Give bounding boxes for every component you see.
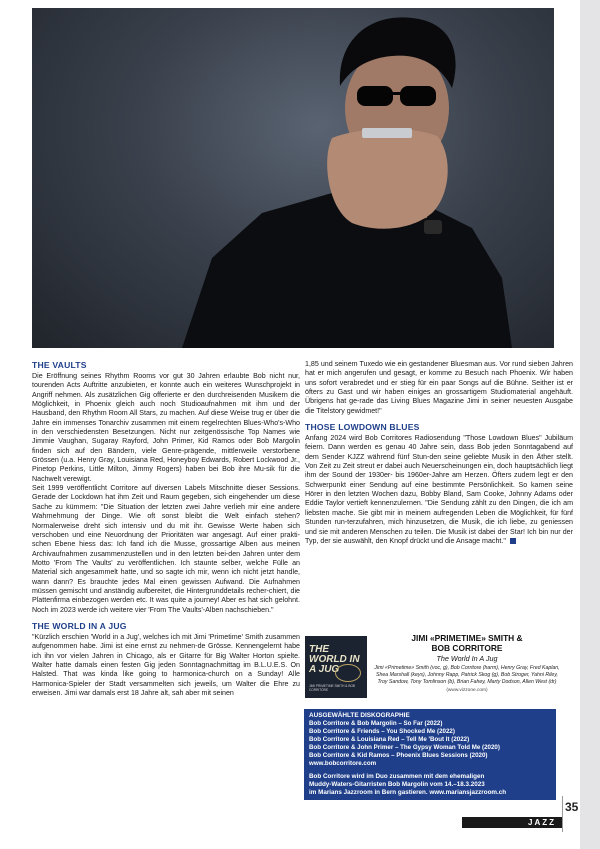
paragraph <box>305 434 573 546</box>
discography-item: Bob Corritore & John Primer – The Gypsy Woman Told Me (2020) <box>309 743 500 751</box>
paragraph-text: Anfang 2024 wird Bob Corritores Radiosendung "Those Lowdown Blues" Jubiläum feiern. Dann werden es genau 40 Jahre sein, dass Bob jeden Sonntagabend auf dem Sender KJZZ während fünf Stun-den seine geliebte Musik in den Äther stellt. Von Zeit zu Zeit streut er dabei auch Neuerscheinungen ein, doch hauptsächlich liegt ihm der Sound der 1930er- bis 1960er-Jahre am Herzen. Öfters zudem legt er den Schwerpunkt einer Sendung auf eine bestimmte Persönlichkeit. So kamen seine Hörer in den letzten Wochen dazu, Bobby Bland, Sam Cooke, Johnny Adams oder Eddie Taylor vertieft kennenzulernen. "Die Sendung zählt zu den Dingen, die ich am liebsten mache. Sie gibt mir in meinem aufregenden Leben die Möglichkeit, für fünf Stunden run-terzufahren, mich hinzusetzen, die Musik, die ich liebe, zu geniessen und sie mit anderen Menschen zu teilen. Die Musik ist dabei der Star! Ich bin nur der Typ, der sie auswählt, den Knopf drückt und die Ansage macht." <box>305 434 573 545</box>
footer-rule <box>562 796 563 832</box>
discography-box <box>304 709 556 770</box>
album-info <box>372 633 562 693</box>
duo-line: im Marians Jazzroom in Bern gastieren. www.mariansjazzroom.ch <box>309 789 507 796</box>
album-source: (www.vizzone.com) <box>446 687 488 693</box>
hands <box>327 129 448 229</box>
page-edge <box>580 0 600 849</box>
sunglasses-bridge <box>391 92 402 95</box>
right-column <box>305 360 573 546</box>
paragraph: 1,85 und seinem Tuxedo wie ein gestandener Bluesman aus. Vor rund sieben Jahren hat er mich angerufen und gesagt, er komme zu Besuch nach Phoenix. Wir haben uns sofort verabredet und er stieg für ein paar Songs auf die Bühne. Seither ist er öfters zu Gast und wir haben einiges an grossartigem Studiomaterial angehäuft. Übrigens hat ge-rade das Living Blues Magazine Jimi in seiner neuesten Ausgabe die Titelstory gewidmet!" <box>305 360 573 415</box>
duo-concert-box <box>304 770 556 800</box>
section-label: JAZZ <box>462 817 562 828</box>
discography-heading: AUSGEWÄHLTE DISKOGRAPHIE <box>309 712 410 719</box>
photo-illustration <box>32 8 554 348</box>
album-title: The World In A Jug <box>436 654 498 663</box>
album-artist-line1: JIMI «PRIMETIME» SMITH & <box>411 633 523 643</box>
harmonica <box>362 128 412 138</box>
watch <box>424 220 442 234</box>
album-credits: Jimi «Primetime» Smith (voc, g), Bob Corritore (harm), Henry Gray, Fred Kaplan, Shea Marshall (keys), Johnny Rapp, Patrick Skog (g), Bob Stroger, Yahni Riley, Troy Sandow, Tony Tomlinson (b), Brian Fahey, Marty Dodson, Allen West (dr) <box>374 665 560 686</box>
discography-website-link[interactable]: www.bobcorritore.com <box>309 759 377 767</box>
heading-those-lowdown-blues: THOSE LOWDOWN BLUES <box>305 422 420 433</box>
duo-line: Muddy-Waters-Gitarristen Bob Margolin vom 14.–18.3.2023 <box>309 781 485 788</box>
album-cover-title: THE WORLD IN A JUG <box>309 644 360 675</box>
discography-item: Bob Corritore & Bob Margolin – So Far (2022) <box>309 720 443 727</box>
album-cover-artists: JIMI PRIMETIME SMITH & BOB CORRITORE <box>309 684 356 692</box>
jug-icon <box>335 664 361 682</box>
paragraph: "Kürzlich erschien 'World in a Jug', welches ich mit Jimi 'Primetime' Smith zusammen aufgenommen habe. Jimi ist eine ernst zu nehmen-de Grösse. Kennengelernt habe ich ihn vor vielen Jahren in Chicago, als er Gitarre für Big Walter Horton spielte. Walter hatte damals einen festen Gig jeden Sonntagnachmittag im B.L.U.E.S. On Halsted. That was kinda like going to harmonica-church on a Sunday! Alle Harmonica-Spieler der Stadt versammelten sich jeweils, um Walter die Ehre zu erweisen. Jimi war damals erst 18 Jahre alt, sah aber mit seinen <box>32 632 300 697</box>
sunglasses-right-lens <box>400 86 436 106</box>
heading-world-in-a-jug: THE WORLD IN A JUG <box>32 620 127 631</box>
discography-item: Bob Corritore & Kid Ramos – Phoenix Blues Sessions (2020) <box>309 751 488 759</box>
discography-item: Bob Corritore & Friends – You Shocked Me (2022) <box>309 727 455 735</box>
album-artist-line2: BOB CORRITORE <box>431 643 503 653</box>
end-mark-icon <box>510 538 516 544</box>
paragraph: Seit 1999 veröffentlicht Corritore auf diversen Labels Mitschnitte dieser Sessions. Gerade der Lockdown hat ihm Zeit und Raum gegeben, sich eingehender um diese Sache zu kümmern: "Die Situation der letzten zwei Jahre verlieh mir eine andere Wahrnehmung der Dinge. Wie oft sonst bleibt die Welt einfach stehen? Normalerweise dreht sich intensiv und du mit ihr. Gewisse Werte haben sich verschoben und eine Neuordnung der Prioritäten war angesagt. Auf einer prakti-schen Ebene hiess das: Ich fand ich die Musse, grossartige Alben aus meinen Archivaufnahmen zusammenzustellen und in den letzten bei-den Jahren unter dem Motto 'From The Vaults' zu veröffentlichen. Ich staunte selber, welche Fülle an Material sich angesammelt hatte, und so sagte ich mir, wenn ich nicht jetzt handle, wann dann? Es brauchte jedes Mal einen gewissen Aufwand. Die Aufnahmen müssen gemischt und anständig aufbereitet, die Hintergrunddetails recher-chiert, die Plattenfirma einbezogen werden etc. It was quite a journey! Aber es hat sich gelohnt. Noch im 2023 werde ich weitere vier 'From The Vaults'-Alben nachschieben." <box>32 484 300 614</box>
album-cover <box>305 636 367 698</box>
page-number: 35 <box>565 800 579 814</box>
duo-line: Bob Corritore wird im Duo zusammen mit dem ehemaligen <box>309 773 485 780</box>
photo-harmonica-player <box>32 8 554 348</box>
paragraph: Die Eröffnung seines Rhythm Rooms vor gut 30 Jahren erlaubte Bob nicht nur, tourenden Acts Auftritte anzubieten, er konnte auch ein weiteres Wunschprojekt in Angriff nehmen. Als zusätzlichen Gig offerierte er den durchreisenden Musikern die Möglichkeit, in Phoenix gleich auch noch Studioaufnahmen mit ihm und der Hausband, den Rhythm Room All Stars, zu machen. Auf diese Weise trug er über die Jahre ein immenses Tonarchiv zusammen mit einem regelrechten Blues-Who's-Who in den verschiedensten Besetzungen. Nicht nur zeitgenössische Top Names wie Jimmie Vaughan, Sugaray Rayford, John Primer, Kid Ramos oder Bob Margolin finden sich auf den Bändern, viele Genre-prägende, mittlerweile verstorbene Grössen (u.a. Henry Gray, Louisiana Red, Honeyboy Edwards, Robert Lockwood Jr., Pinetop Perkins, Little Milton, Jimmy Rogers) haben bei Bob ihre Mu-sik für die Nachwelt verewigt. <box>32 372 300 483</box>
sunglasses-left-lens <box>357 86 393 106</box>
left-column <box>32 360 300 698</box>
discography-item: Bob Corritore & Louisiana Red – Tell Me 'Bout It (2022) <box>309 735 470 743</box>
heading-the-vaults: THE VAULTS <box>32 360 87 370</box>
